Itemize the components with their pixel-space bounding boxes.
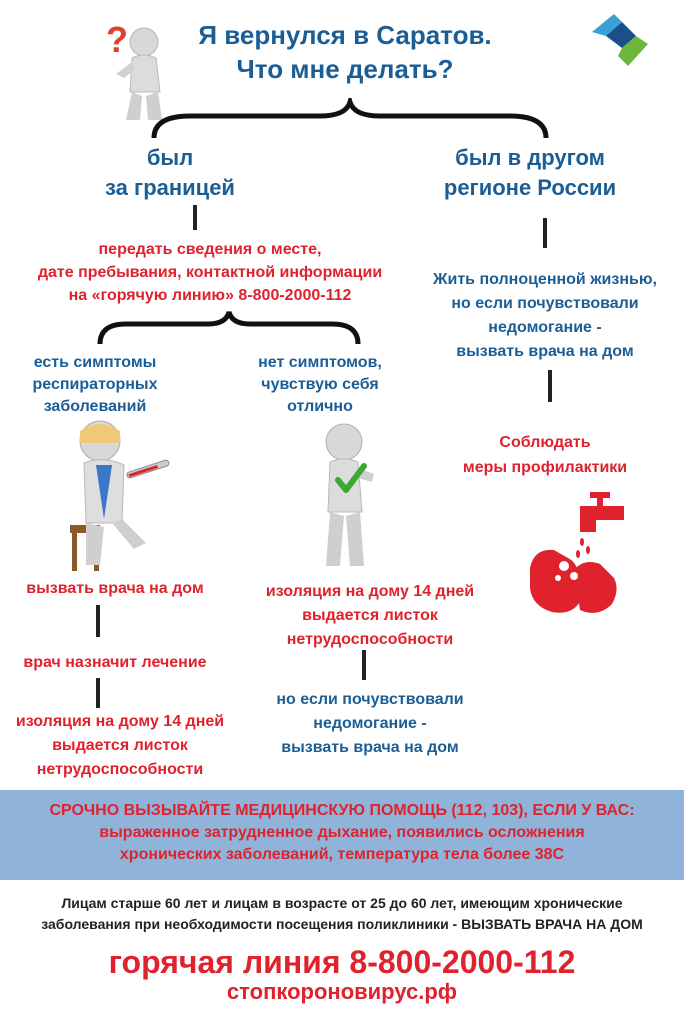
isolation-line: выдается листок [52,737,188,754]
yes-step-call-doctor: вызвать врача на дом [26,580,204,597]
symptoms-no-line: нет симптомов, [258,354,382,371]
logo-icon [592,14,648,66]
prevention-line: меры профилактики [462,459,628,476]
urgent-line: СРОЧНО ВЫЗЫВАЙТЕ МЕДИЦИНСКУЮ ПОМОЩЬ (112, 103), ЕСЛИ У ВАС: [49,802,635,819]
symptoms-no-line: чувствую себя [261,376,379,393]
symptoms-no-line: отлично [287,398,353,415]
symptoms-yes-label [10,352,180,418]
russia-advice [410,268,680,364]
russia-advice-line: но если почувствовали [451,295,639,312]
symptoms-yes-line: есть симптомы [33,354,157,371]
svg-text:?: ? [106,19,128,60]
healthy-person-icon [312,420,392,570]
prevention-label [440,430,650,480]
handwash-icon [524,488,640,618]
instruction-line: дате пребывания, контактной информации [37,264,383,281]
symptoms-yes-line: респираторных [32,376,158,393]
branch-russia [400,143,660,203]
isolation-line: нетрудоспособности [286,631,454,648]
yes-step-treatment: врач назначит лечение [23,654,207,671]
isolation-line: нетрудоспособности [36,761,204,778]
symptoms-yes-line: заболеваний [43,398,147,415]
russia-advice-line: недомогание - [488,319,602,336]
no-step-if-sick [255,688,485,760]
branch-abroad-line: был [146,145,194,170]
connector-line [548,370,552,402]
yes-step-isolation [5,710,235,782]
symptoms-no-label [240,352,400,418]
elderly-note [20,893,664,935]
branch-russia-line: регионе России [443,175,617,200]
elderly-note-line: заболевания при необходимости посещения поликлиники - ВЫЗВАТЬ ВРАЧА НА ДОМ [41,916,643,932]
branch-russia-line: был в другом [455,145,605,170]
connector-line [193,205,197,230]
isolation-line: выдается листок [302,607,438,624]
connector-line [96,605,100,637]
russia-advice-line: Жить полноценной жизнью, [433,271,657,288]
title-line: Я вернулся в Саратов. [198,20,492,50]
isolation-line: изоляция на дому 14 дней [15,713,225,730]
page-title [150,18,540,86]
prevention-line: Соблюдать [499,434,591,451]
if-sick-line: но если почувствовали [276,691,464,708]
instruction-line: на «горячую линию» 8-800-2000-112 [68,287,352,304]
elderly-note-line: Лицам старше 60 лет и лицам в возрасте от 25 до 60 лет, имеющим хронические [61,895,623,911]
symptoms-brace [96,308,362,348]
branch-abroad [70,143,270,203]
isolation-line: изоляция на дому 14 дней [265,583,475,600]
urgent-line: хронических заболеваний, температура тела более 38С [119,846,565,863]
sick-person-icon [56,415,176,575]
connector-line [96,678,100,708]
instruction-line: передать сведения о месте, [98,241,322,258]
hotline-text: горячая линия 8-800-2000-112 [108,944,576,980]
urgent-line: выраженное затрудненное дыхание, появились осложнения [99,824,585,841]
connector-line [543,218,547,248]
urgent-text [0,800,684,866]
russia-advice-line: вызвать врача на дом [456,343,634,360]
abroad-instruction [0,238,420,307]
website-link[interactable]: стопкороновирус.рф [226,979,458,1004]
branch-brace [150,98,550,144]
if-sick-line: вызвать врача на дом [281,739,459,756]
connector-line [362,650,366,680]
no-step-isolation [250,580,490,652]
title-line: Что мне делать? [236,54,454,84]
branch-abroad-line: за границей [105,175,235,200]
if-sick-line: недомогание - [313,715,427,732]
